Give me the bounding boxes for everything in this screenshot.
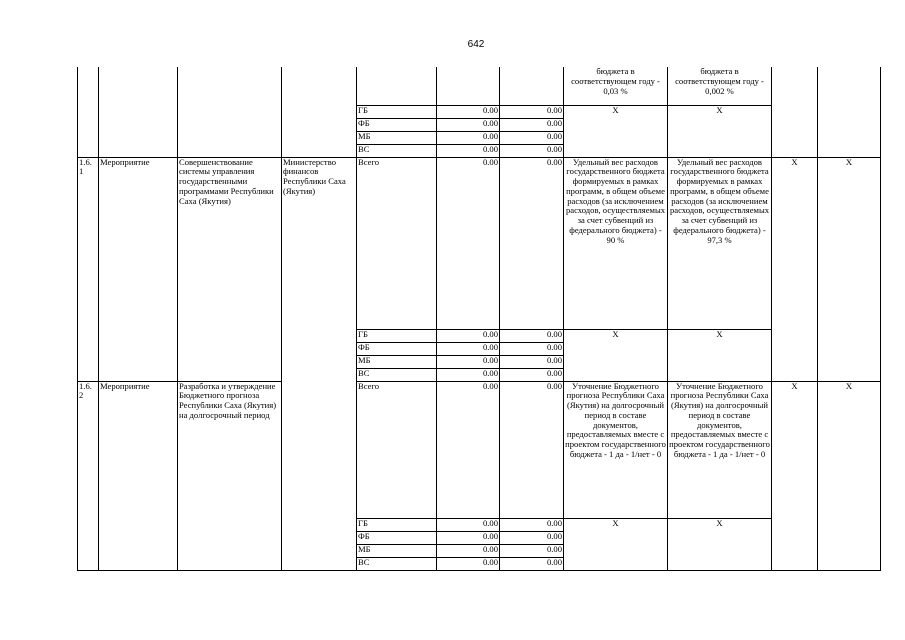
mark-cell: X [564,105,668,157]
mark-cell: X [772,381,818,570]
amount-cell: 0.00 [500,144,564,157]
amount-cell: 0.00 [500,329,564,342]
item-number: 1.6. 2 [78,381,99,570]
funding-source: ВС [357,368,437,381]
amount-cell: 0.00 [500,355,564,368]
mark-cell: X [668,105,772,157]
amount-cell: 0.00 [437,118,500,131]
amount-cell: 0.00 [500,518,564,531]
funding-source: МБ [357,131,437,144]
budget-table [77,67,881,571]
indicator-cell: Уточнение Бюджетного прогноза Республики Саха (Якутия) на долгосрочный период в составе документов, предоставляемых вместе с проектом государственного бюджета - 1 да - 1/нет - 0 [668,381,772,518]
funding-source: ФБ [357,342,437,355]
table-row [78,67,881,105]
funding-source: Всего [357,381,437,518]
amount-cell: 0.00 [437,544,500,557]
amount-cell: 0.00 [500,531,564,544]
amount-cell: 0.00 [500,368,564,381]
amount-cell: 0.00 [437,105,500,118]
amount-cell: 0.00 [500,342,564,355]
amount-cell: 0.00 [500,544,564,557]
amount-cell: 0.00 [500,557,564,570]
item-name: Разработка и утверждение Бюджетного прогноза Республики Саха (Якутия) на долгосрочный период [178,381,282,570]
mark-cell: X [818,157,881,381]
mark-cell: X [564,518,668,570]
mark-cell: X [564,329,668,381]
funding-source: Всего [357,157,437,329]
amount-cell: 0.00 [500,118,564,131]
indicator-cell: бюджета в соответствующем году - 0,002 % [668,67,772,105]
funding-source: ГБ [357,518,437,531]
funding-source: ВС [357,557,437,570]
funding-source: МБ [357,355,437,368]
item-number: 1.6. 1 [78,157,99,381]
funding-source: ФБ [357,531,437,544]
amount-cell: 0.00 [437,342,500,355]
amount-cell: 0.00 [500,131,564,144]
funding-source: ГБ [357,105,437,118]
amount-cell: 0.00 [437,157,500,329]
amount-cell: 0.00 [437,131,500,144]
amount-cell: 0.00 [437,368,500,381]
mark-cell: X [668,518,772,570]
indicator-cell: Уточнение Бюджетного прогноза Республики Саха (Якутия) на долгосрочный период в составе документов, предоставляемых вместе с проектом государственного бюджета - 1 да - 1/нет - 0 [564,381,668,518]
funding-source: ГБ [357,329,437,342]
amount-cell: 0.00 [500,157,564,329]
indicator-cell: Удельный вес расходов государственного бюджета формируемых в рамках программ, в общем объеме расходов (за исключением расходов, осуществляемых за счет субвенций из федерального бюджета) - 97,3 % [668,157,772,329]
indicator-cell: Удельный вес расходов государственного бюджета формируемых в рамках программ, в общем объеме расходов (за исключением расходов, осуществляемых за счет субвенций из федерального бюджета) - 90 % [564,157,668,329]
funding-source: МБ [357,544,437,557]
item-executor: Министерство финансов Республики Саха (Якутия) [282,157,357,570]
table-row [78,157,881,329]
amount-cell: 0.00 [437,531,500,544]
amount-cell: 0.00 [437,144,500,157]
amount-cell: 0.00 [437,355,500,368]
funding-source: ФБ [357,118,437,131]
amount-cell: 0.00 [437,329,500,342]
table-row [78,381,881,518]
amount-cell: 0.00 [437,518,500,531]
amount-cell: 0.00 [500,105,564,118]
item-name: Совершенствование системы управления государственными программами Республики Саха (Якутия) [178,157,282,381]
item-type: Мероприятие [99,381,178,570]
amount-cell: 0.00 [500,381,564,518]
indicator-cell: бюджета в соответствующем году - 0,03 % [564,67,668,105]
item-type: Мероприятие [99,157,178,381]
mark-cell: X [772,157,818,381]
amount-cell: 0.00 [437,381,500,518]
mark-cell: X [668,329,772,381]
mark-cell: X [818,381,881,570]
amount-cell: 0.00 [437,557,500,570]
funding-source: ВС [357,144,437,157]
page-number: 642 [467,39,485,50]
